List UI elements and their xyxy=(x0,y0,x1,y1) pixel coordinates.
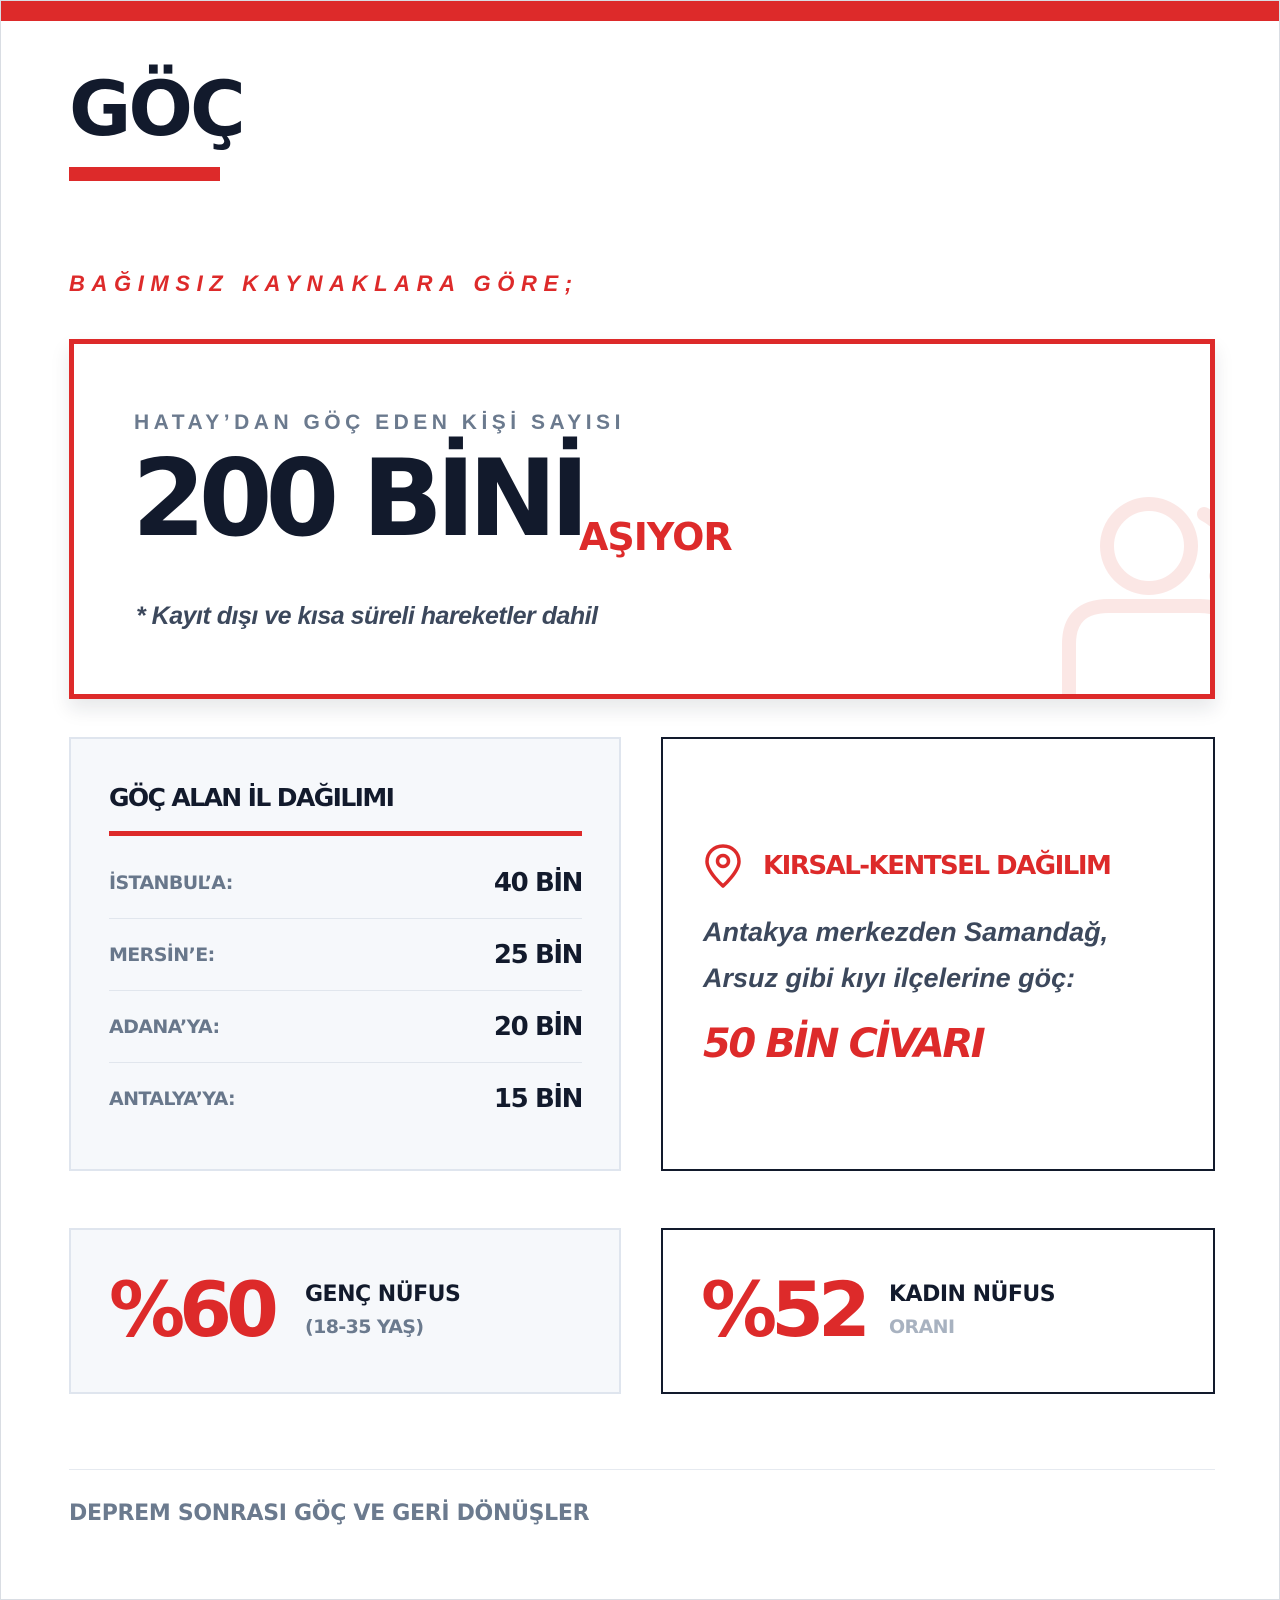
row-city: MERSİN’E: xyxy=(109,943,215,966)
hero-footnote: * Kayıt dışı ve kısa süreli hareketler dahil xyxy=(136,602,598,630)
footer-caption: DEPREM SONRASI GÖÇ VE GERİ DÖNÜŞLER xyxy=(69,1501,590,1526)
distribution-underline xyxy=(109,831,582,836)
source-kicker: BAĞIMSIZ KAYNAKLARA GÖRE; xyxy=(69,271,579,296)
stat-label: KADIN NÜFUS xyxy=(889,1282,1056,1307)
footer-divider xyxy=(69,1469,1215,1470)
row-value: 15 BİN xyxy=(493,1084,582,1114)
row-value: 25 BİN xyxy=(493,939,582,970)
distribution-row-antalya xyxy=(109,1063,582,1135)
rural-title: KIRSAL-KENTSEL DAĞILIM xyxy=(763,851,1111,881)
stat-sublabel: (18-35 YAŞ) xyxy=(305,1316,424,1338)
hero-card xyxy=(69,339,1215,699)
rural-line-2: Arsuz gibi kıyı ilçelerine göç: xyxy=(703,963,1076,993)
stat-percent: %60 xyxy=(109,1265,273,1354)
title-underline xyxy=(69,167,220,181)
province-distribution-card xyxy=(69,737,621,1171)
row-value: 20 BİN xyxy=(493,1011,582,1042)
distribution-list xyxy=(109,847,582,1135)
row-city: ADANA’YA: xyxy=(109,1015,220,1038)
row-city: ANTALYA’YA: xyxy=(109,1088,236,1110)
rural-value: 50 BİN CİVARI xyxy=(703,1021,984,1067)
stat-label: GENÇ NÜFUS xyxy=(305,1282,461,1307)
top-accent-bar xyxy=(1,1,1280,21)
hero-number: 200 BİNİ xyxy=(132,437,583,560)
stat-percent: %52 xyxy=(701,1265,865,1354)
row-value: 40 BİN xyxy=(493,867,582,898)
distribution-row-mersin xyxy=(109,919,582,991)
distribution-row-adana xyxy=(109,991,582,1063)
page-title: GÖÇ xyxy=(69,64,243,153)
rural-line-1: Antakya merkezden Samandağ, xyxy=(703,917,1109,947)
hero-suffix: AŞIYOR xyxy=(579,515,732,559)
distribution-row-istanbul xyxy=(109,847,582,919)
rural-urban-card xyxy=(661,737,1215,1171)
distribution-title: GÖÇ ALAN İL DAĞILIMI xyxy=(109,783,394,812)
rural-description xyxy=(703,909,1108,1001)
youth-population-card xyxy=(69,1228,621,1394)
female-population-card xyxy=(661,1228,1215,1394)
watermark-logo xyxy=(984,494,1215,694)
row-city: İSTANBUL’A: xyxy=(109,871,233,894)
location-pin-icon xyxy=(703,843,743,889)
stat-sublabel: ORANI xyxy=(889,1316,955,1338)
hero-label: HATAY’DAN GÖÇ EDEN KİŞİ SAYISI xyxy=(134,411,625,434)
